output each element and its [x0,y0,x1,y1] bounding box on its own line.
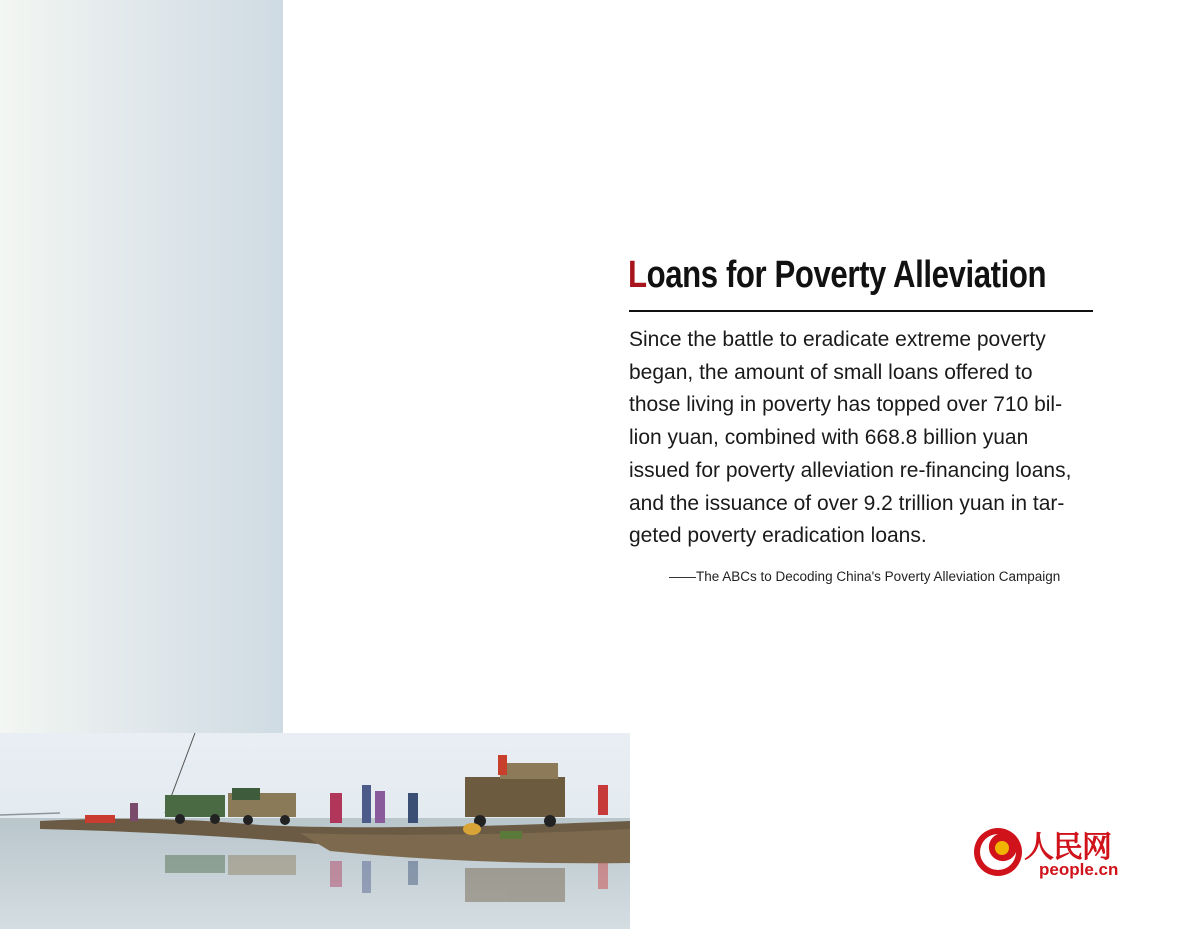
tidal-flat-workers-photo [0,733,630,929]
title-underline [629,310,1093,312]
title-rest: oans for Poverty Alleviation [646,254,1047,296]
body-line: began, the amount of small loans offered to [629,360,1033,384]
source-citation: ——The ABCs to Decoding China's Poverty Alleviation Campaign [669,569,1061,584]
body-line: those living in poverty has topped over 710 bil- [629,393,1063,417]
article-body [629,324,1129,553]
title-first-letter: L [628,254,647,296]
body-line: and the issuance of over 9.2 trillion yuan in tar- [629,491,1065,515]
people-cn-logo[interactable] [972,822,1132,884]
article-title [628,254,1047,297]
people-cn-logo-icon [972,826,1024,878]
body-line: Since the battle to eradicate extreme poverty [629,328,1046,351]
body-line: issued for poverty alleviation re-financing loans, [629,458,1072,482]
body-line: geted poverty eradication loans. [629,524,927,548]
logo-url-text: people.cn [1039,860,1119,879]
logo-chinese-text: 人民网 [1024,830,1111,865]
body-line: lion yuan, combined with 668.8 billion yuan [629,426,1029,450]
